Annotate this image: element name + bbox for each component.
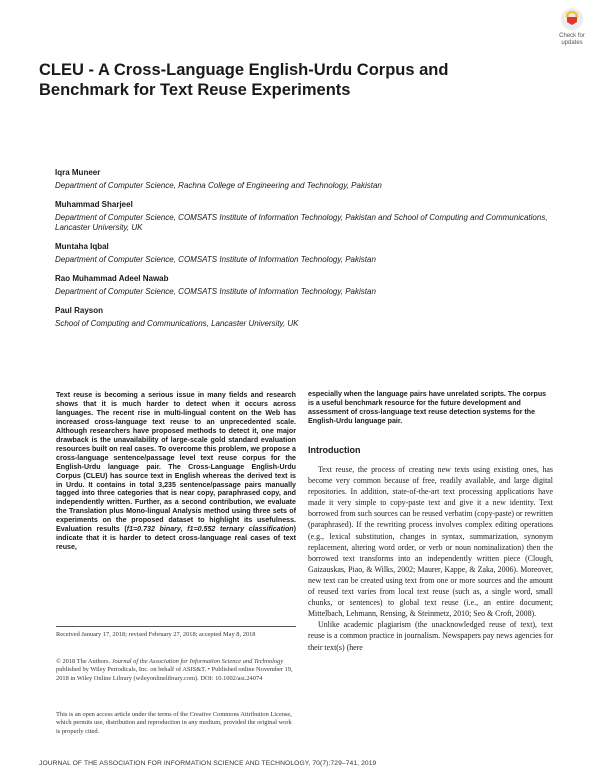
received-dates: Received January 17, 2018; revised February 27, 2018; accepted May 8, 2018 <box>56 631 256 638</box>
author-name: Rao Muhammad Adeel Nawab <box>55 274 169 283</box>
abstract-text: Text reuse is becoming a serious issue in many fields and research shows that it is much harder to detect when it occurs across languages. The recent rise in multi-lingual content on the Web has increased cross-language text reuse to an unprecedented scale. Although researchers have proposed methods to detect it, one major drawback is the unavailability of large-scale gold standard evaluation resources built on real cases. To overcome this problem, we propose a cross-language sentence/passage level text reuse corpus for the English-Urdu language pair. The Cross-Language English-Urdu Corpus (CLEU) has source text in English whereas the derived text is in Urdu. It contains in total 3,235 sentence/passage pairs manually tagged into three categories that is near copy, paraphrased copy, and independently written. Further, as a second contribution, we evaluate the Translation plus Mono-lingual Analysis method using three sets of experiments on the proposed dataset to highlight its usefulness. Evaluation results ( <box>56 391 296 534</box>
footnote-received <box>56 631 296 639</box>
license-notice: This is an open access article under the terms of the Creative Commons Attribution License, which permits use, distribution and reproduction in any medium, provided the original work is properly cited. <box>56 711 292 735</box>
author-block <box>55 168 555 191</box>
author-affiliation: Department of Computer Science, COMSATS Institute of Information Technology, Pakistan <box>55 255 376 264</box>
copyright-notice <box>56 658 296 683</box>
author-list <box>55 168 555 338</box>
copyright-prefix: © 2018 The Authors. <box>56 658 112 665</box>
abstract-paragraph <box>56 391 296 552</box>
author-block <box>55 274 555 297</box>
author-affiliation: Department of Computer Science, COMSATS Institute of Information Technology, Pakistan and School of Computing and Communications, Lancaster University, UK <box>55 213 548 232</box>
abstract-text-end: ) indicate that it is harder to detect cross-language real cases of text reuse, <box>56 525 296 552</box>
author-affiliation: School of Computing and Communications, Lancaster University, UK <box>55 319 299 328</box>
author-affiliation: Department of Computer Science, Rachna College of Engineering and Technology, Pakistan <box>55 181 382 190</box>
introduction-paragraph: Text reuse, the process of creating new texts using existing ones, has become very common because of free, readily available, and large digital repositories. In addition, state-of-the-art text processing applications have made it very simple to copy-paste text and give it a new identity. Text borrowed from such sources can be reused verbatim (copy-paste) or rewritten (paraphrased). If the rewriting process involves complex editing operations (e.g., lexical substitution, changes in syntax, summarization, synonym replacement, altering word order, or verb or noun nominalization) then the borrowed text transforms into an independently written piece (Clough, Gaizauskas, Piao, & Wilks, 2002; Maurer, Kappe, & Zaka, 2006). Moreover, new text can be created using text from one or more sources and the amount of reused text varies from local text reuse (such as, a single word, small chunks, or sentences) to global text reuse (i.e., an entire document; Mittelbach, Lehmann, Rensing, & Steinmetz, 2010; Seo & Croft, 2008). <box>308 465 553 619</box>
copyright-suffix: published by Wiley Periodicals, Inc. on behalf of ASIS&T. • Published online November 19, 2018 in Wiley Online Library (wileyonlinelibrary.com). DOI: 10.1002/asi.24074 <box>56 666 293 682</box>
check-for-updates-label: Check for updates <box>559 33 585 46</box>
footnote-copyright <box>56 658 296 683</box>
journal-footer: JOURNAL OF THE ASSOCIATION FOR INFORMATION SCIENCE AND TECHNOLOGY, 70(7):729–741, 2019 <box>39 760 377 767</box>
author-block <box>55 306 555 329</box>
abstract-f1-binary: f1=0.732 binary, <box>126 525 188 534</box>
author-name: Iqra Muneer <box>55 168 101 177</box>
check-for-updates-badge[interactable] <box>552 8 592 47</box>
abstract-continuation <box>308 390 553 426</box>
footnote-license <box>56 711 296 736</box>
abstract-f1-ternary: f1=0.552 ternary classification <box>187 525 294 534</box>
author-block <box>55 242 555 265</box>
abstract-continuation-text: especially when the language pairs have unrelated scripts. The corpus is a useful benchmark resource for the future development and assessment of cross-language text reuse detection systems for the English-Urdu language pair. <box>308 390 547 425</box>
author-name: Muntaha Iqbal <box>55 242 109 251</box>
introduction-paragraph: Unlike academic plagiarism (the unacknowledged reuse of text), text reuse is a common practice in journalism. Newspapers pay news agencies for their text(s) (here <box>308 620 553 652</box>
author-block <box>55 200 555 233</box>
paper-title: CLEU - A Cross-Language English-Urdu Corpus and Benchmark for Text Reuse Experiments <box>39 61 449 99</box>
author-name: Muhammad Sharjeel <box>55 200 133 209</box>
abstract <box>56 391 296 552</box>
check-for-updates-icon <box>561 8 583 30</box>
copyright-journal: Journal of the Association for Information Science and Technology <box>111 658 284 665</box>
author-affiliation: Department of Computer Science, COMSATS Institute of Information Technology, Pakistan <box>55 287 376 296</box>
section-heading-introduction: Introduction <box>308 445 361 455</box>
footnote-divider <box>56 626 296 627</box>
author-name: Paul Rayson <box>55 306 104 315</box>
introduction-body <box>308 464 553 653</box>
